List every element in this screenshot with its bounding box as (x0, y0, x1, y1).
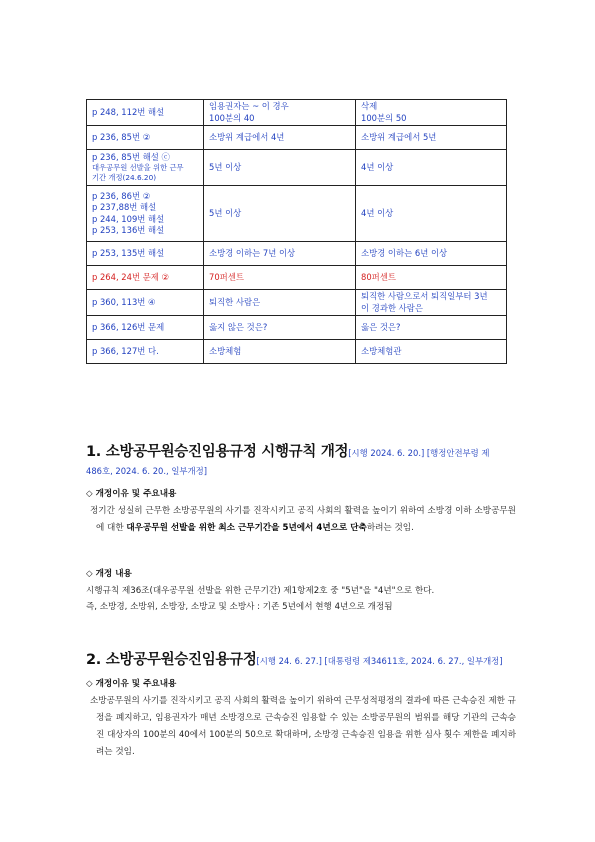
cell-line: 대우공무원 선발을 위한 근무 (92, 163, 184, 173)
cell-before (204, 100, 356, 126)
section-2-reason (86, 676, 516, 761)
cell-ref (87, 100, 204, 126)
table-row (87, 186, 507, 242)
section-2-heading (86, 648, 516, 669)
cell-before (204, 126, 356, 150)
section-1-meta-cont: 486호, 2024. 6. 20., 일부개정] (86, 466, 207, 476)
cell-before (204, 186, 356, 242)
cell-line: 기간 개정(24.6.20) (92, 173, 157, 183)
cell-line: p 253, 136번 해설 (92, 225, 165, 235)
cell-line: p 253, 135번 해설 (92, 247, 165, 258)
errata-table (86, 99, 507, 364)
cell-line: p 236, 86번 ② (92, 190, 151, 201)
cell-line: 4년 이상 (361, 207, 394, 218)
cell-after (356, 266, 507, 290)
cell-ref (87, 150, 204, 186)
section-1-heading (86, 440, 516, 477)
section-1-title: 1. 소방공무원승진임용규정 시행규칙 개정 (86, 444, 349, 460)
section-1-content-heading: ◇ 개정 내용 (86, 569, 132, 579)
table-row (87, 266, 507, 290)
cell-line: 삭제 (361, 101, 378, 111)
cell-before (204, 266, 356, 290)
section-1-reason-body (86, 503, 516, 537)
cell-before (204, 242, 356, 266)
cell-before (204, 316, 356, 340)
table-row (87, 242, 507, 266)
cell-line: 5년 이상 (209, 207, 242, 218)
reason-emphasis: 대우공무원 선발을 위한 최소 근무기간을 5년에서 4년으로 단축 (126, 523, 367, 533)
cell-after (356, 316, 507, 340)
cell-line: 100분의 50 (361, 112, 407, 123)
cell-after (356, 186, 507, 242)
cell-line: p 264, 24번 문제 ② (92, 271, 170, 282)
table-row (87, 100, 507, 126)
section-2-reason-body: 소방공무원의 사기를 진작시키고 공직 사회의 활력을 높이기 위하여 근무성적평정의 결과에 따른 근속승진 제한 규정을 폐지하고, 임용권자가 매년 소방경으로 근속승진 임용할 수 있는 소방공무원의 범위를 해당 기관의 근속승진 대상자의 100분의 40에서 100분의 50으로 확대하며, 소방경 근속승진 임용을 위한 심사 횟수 제한을 폐지하려는 것임. (90, 696, 516, 757)
section-1-content-line-2: 즉, 소방경, 소방위, 소방장, 소방교 및 소방사 : 기존 5년에서 현행 4년으로 개정됨 (86, 602, 393, 612)
section-1-meta: [시행 2024. 6. 20.] [행정안전부령 제 (348, 448, 490, 458)
cell-line: 소방위 계급에서 4년 (209, 131, 285, 142)
section-2-meta: [시행 24. 6. 27.] [대통령령 제34611호, 2024. 6. 27., 일부개정] (256, 656, 503, 666)
table-row (87, 340, 507, 364)
section-2-reason-heading: ◇ 개정이유 및 주요내용 (86, 679, 177, 689)
cell-line: 퇴직한 사람으로서 퇴직일부터 3년 (361, 291, 488, 301)
cell-line: 소방체험관 (361, 345, 402, 356)
cell-line: p 236, 85번 해설 ⓒ (92, 151, 170, 162)
table-row (87, 290, 507, 316)
section-1-reason-heading: ◇ 개정이유 및 주요내용 (86, 489, 177, 499)
cell-after (356, 150, 507, 186)
cell-ref (87, 266, 204, 290)
cell-line: 소방체험 (209, 345, 242, 356)
cell-line: 80퍼센트 (361, 271, 396, 282)
cell-line: 소방경 이하는 7년 이상 (209, 247, 296, 258)
cell-after (356, 126, 507, 150)
section-1-reason (86, 486, 516, 537)
section-1-content (86, 566, 516, 615)
cell-ref (87, 186, 204, 242)
cell-line: p 244, 109번 해설 (92, 213, 165, 224)
table-row (87, 150, 507, 186)
cell-ref (87, 316, 204, 340)
cell-line: p 236, 85번 ② (92, 131, 151, 142)
table-row (87, 316, 507, 340)
section-1-content-line-1: 시행규칙 제36조(대우공무원 선발을 위한 근무기간) 제1항제2호 중 "5년"을 "4년"으로 한다. (86, 586, 435, 596)
reason-text-end: 하려는 것임. (366, 523, 414, 533)
section-2-title: 2. 소방공무원승진임용규정 (86, 652, 257, 668)
cell-line: 옳지 않은 것은? (209, 321, 268, 332)
cell-line: 옳은 것은? (361, 321, 401, 332)
table-row (87, 126, 507, 150)
cell-line: 5년 이상 (209, 161, 242, 172)
cell-line: p 237,88번 해설 (92, 202, 157, 212)
cell-line: p 366, 127번 다. (92, 345, 159, 356)
cell-line: p 248, 112번 해설 (92, 106, 165, 117)
cell-before (204, 340, 356, 364)
cell-line: 70퍼센트 (209, 271, 244, 282)
cell-line: p 366, 126번 문제 (92, 321, 165, 332)
reason-text: 정기간 성실히 근무한 소방공무원의 사기를 진작시키고 공직 사회의 활력을 높이기 위하여 소방경 이하 소방공무원에 대한 (90, 506, 516, 533)
cell-line: 이 경과한 사람은 (361, 302, 423, 313)
cell-ref (87, 126, 204, 150)
cell-line: p 360, 113번 ④ (92, 296, 156, 307)
cell-ref (87, 290, 204, 316)
cell-ref (87, 242, 204, 266)
cell-line: 임용권자는 ~ 이 경우 (209, 101, 289, 111)
cell-line: 퇴직한 사람은 (209, 296, 261, 307)
cell-after (356, 100, 507, 126)
cell-line: 4년 이상 (361, 161, 394, 172)
cell-ref (87, 340, 204, 364)
cell-before (204, 290, 356, 316)
cell-after (356, 290, 507, 316)
cell-line: 100분의 40 (209, 112, 255, 123)
cell-after (356, 340, 507, 364)
cell-after (356, 242, 507, 266)
cell-line: 소방경 이하는 6년 이상 (361, 247, 448, 258)
cell-line: 소방위 계급에서 5년 (361, 131, 437, 142)
cell-before (204, 150, 356, 186)
